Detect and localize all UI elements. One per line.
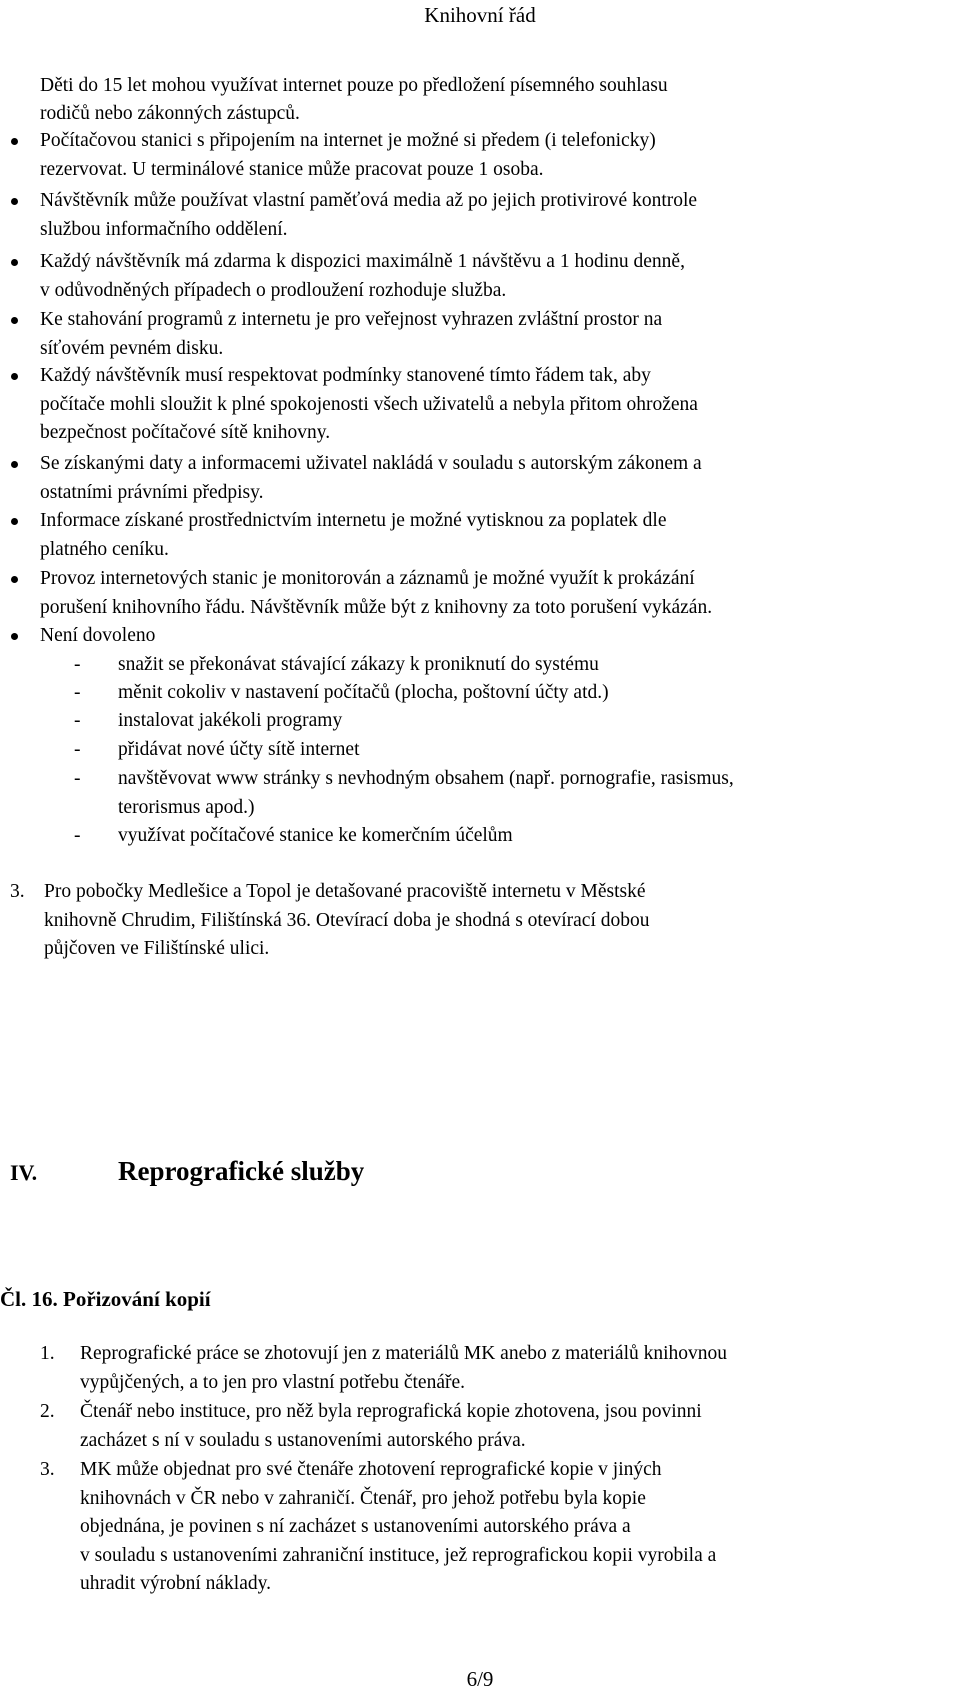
bullet-line: rezervovat. U terminálové stanice může pracovat pouze 1 osoba. [40,158,544,180]
bullet-line: porušení knihovního řádu. Návštěvník může být z knihovny za toto porušení vykázán. [40,596,713,618]
intro-paragraph [40,72,940,128]
prohibited-item [74,651,934,680]
article-title: Čl. 16. Pořizování kopií [0,1287,211,1311]
bullet-line: ostatními právními předpisy. [40,481,264,503]
item-line: vypůjčených, a to jen pro vlastní potřebu čtenáře. [80,1371,465,1393]
bullet-icon [11,373,18,380]
bullet-icon [11,259,18,266]
list-item [40,306,940,363]
numbered-item [0,1398,948,1455]
dash-marker: - [74,682,81,703]
bullet-icon [11,518,18,525]
bullet-line: Se získanými daty a informacemi uživatel nakládá v souladu s autorským zákonem a [40,453,702,474]
prohibited-line: navštěvovat www stránky s nevhodným obsahem (např. pornografie, rasismus, [118,768,734,789]
prohibited-item [74,679,934,708]
dash-marker: - [74,654,81,675]
item-number: 3. [40,1459,55,1480]
item-line: půjčoven ve Filištínské ulici. [44,938,270,959]
bullet-line: Není dovoleno [40,625,156,646]
prohibited-line: snažit se překonávat stávající zákazy k proniknutí do systému [118,654,599,675]
bullet-line: bezpečnost počítačové sítě knihovny. [40,422,331,443]
numbered-item [0,1340,948,1397]
page-header-title: Knihovní řád [424,3,536,27]
list-item [40,622,940,651]
bullet-icon [11,576,18,583]
list-item [40,127,940,184]
intro-line: Děti do 15 let mohou využívat internet pouze po předložení písemného souhlasu [40,75,668,96]
list-item [40,507,940,564]
dash-marker: - [74,768,81,789]
page-number: 6/9 [466,1667,494,1691]
item-line: MK může objednat pro své čtenáře zhotovení reprografické kopie v jiných [80,1459,662,1480]
intro-line: rodičů nebo zákonných zástupců. [40,103,300,124]
list-item [40,450,940,507]
bullet-line: platného ceníku. [40,538,169,560]
bullet-icon [11,461,18,468]
bullet-line: Návštěvník může používat vlastní paměťová media až po jejich protivirové kontrole [40,190,698,211]
dash-marker: - [74,825,81,846]
prohibited-item [74,765,934,822]
dash-marker: - [74,710,81,731]
list-item [40,248,940,305]
item-line: uhradit výrobní náklady. [80,1573,271,1594]
prohibited-line: instalovat jakékoli programy [118,710,343,731]
bullet-line: službou informačního oddělení. [40,218,288,240]
bullet-line: počítače mohli sloužit k plné spokojenosti všech uživatelů a nebyla přitom ohrožena [40,393,698,415]
item-line: knihovnách v ČR nebo v zahraničí. Čtenář, pro jehož potřebu byla kopie [80,1487,646,1509]
bullet-line: v odůvodněných případech o prodloužení rozhoduje služba. [40,279,507,301]
bullet-icon [11,633,18,640]
item-line: zacházet s ní v souladu s ustanoveními autorského práva. [80,1429,526,1451]
bullet-line: síťovém pevném disku. [40,337,224,359]
section-title: Reprografické služby [118,1156,365,1186]
numbered-item [0,878,940,964]
numbered-item [0,1456,948,1599]
prohibited-line: terorismus apod.) [118,796,255,818]
bullet-icon [11,317,18,324]
item-number: 2. [40,1401,55,1422]
item-number: 3. [10,881,25,902]
bullet-line: Informace získané prostřednictvím internetu je možné vytisknou za poplatek dle [40,510,667,531]
bullet-icon [11,138,18,145]
list-item [40,565,940,622]
item-line: knihovně Chrudim, Filištínská 36. Otevírací doba je shodná s otevírací dobou [44,909,650,931]
prohibited-line: přidávat nové účty sítě internet [118,739,360,760]
bullet-line: Ke stahování programů z internetu je pro veřejnost vyhrazen zvláštní prostor na [40,309,663,330]
bullet-line: Provoz internetových stanic je monitorován a záznamů je možné využít k prokázání [40,568,695,589]
bullet-line: Počítačovou stanici s připojením na internet je možné si předem (i telefonicky) [40,130,656,151]
prohibited-line: využívat počítačové stanice ke komerčním účelům [118,825,513,846]
dash-marker: - [74,739,81,760]
bullet-line: Každý návštěvník má zdarma k dispozici maximálně 1 návštěvu a 1 hodinu denně, [40,251,685,272]
item-line: Čtenář nebo instituce, pro něž byla reprografická kopie zhotovena, jsou povinni [80,1401,702,1422]
list-item [40,362,940,448]
prohibited-line: měnit cokoliv v nastavení počítačů (plocha, poštovní účty atd.) [118,682,609,703]
item-line: v souladu s ustanoveními zahraniční instituce, jež reprografickou kopii vyrobila a [80,1544,717,1566]
section-number: IV. [10,1160,38,1185]
prohibited-item [74,822,934,851]
bullet-line: Každý návštěvník musí respektovat podmínky stanovené tímto řádem tak, aby [40,365,651,386]
list-item [40,187,940,244]
bullet-icon [11,198,18,205]
prohibited-item [74,736,934,765]
item-number: 1. [40,1343,55,1364]
item-line: Reprografické práce se zhotovují jen z materiálů MK anebo z materiálů knihovnou [80,1343,728,1364]
item-line: objednána, je povinen s ní zacházet s ustanoveními autorského práva a [80,1516,631,1537]
prohibited-item [74,707,934,736]
item-line: Pro pobočky Medlešice a Topol je detašované pracoviště internetu v Městské [44,881,646,902]
